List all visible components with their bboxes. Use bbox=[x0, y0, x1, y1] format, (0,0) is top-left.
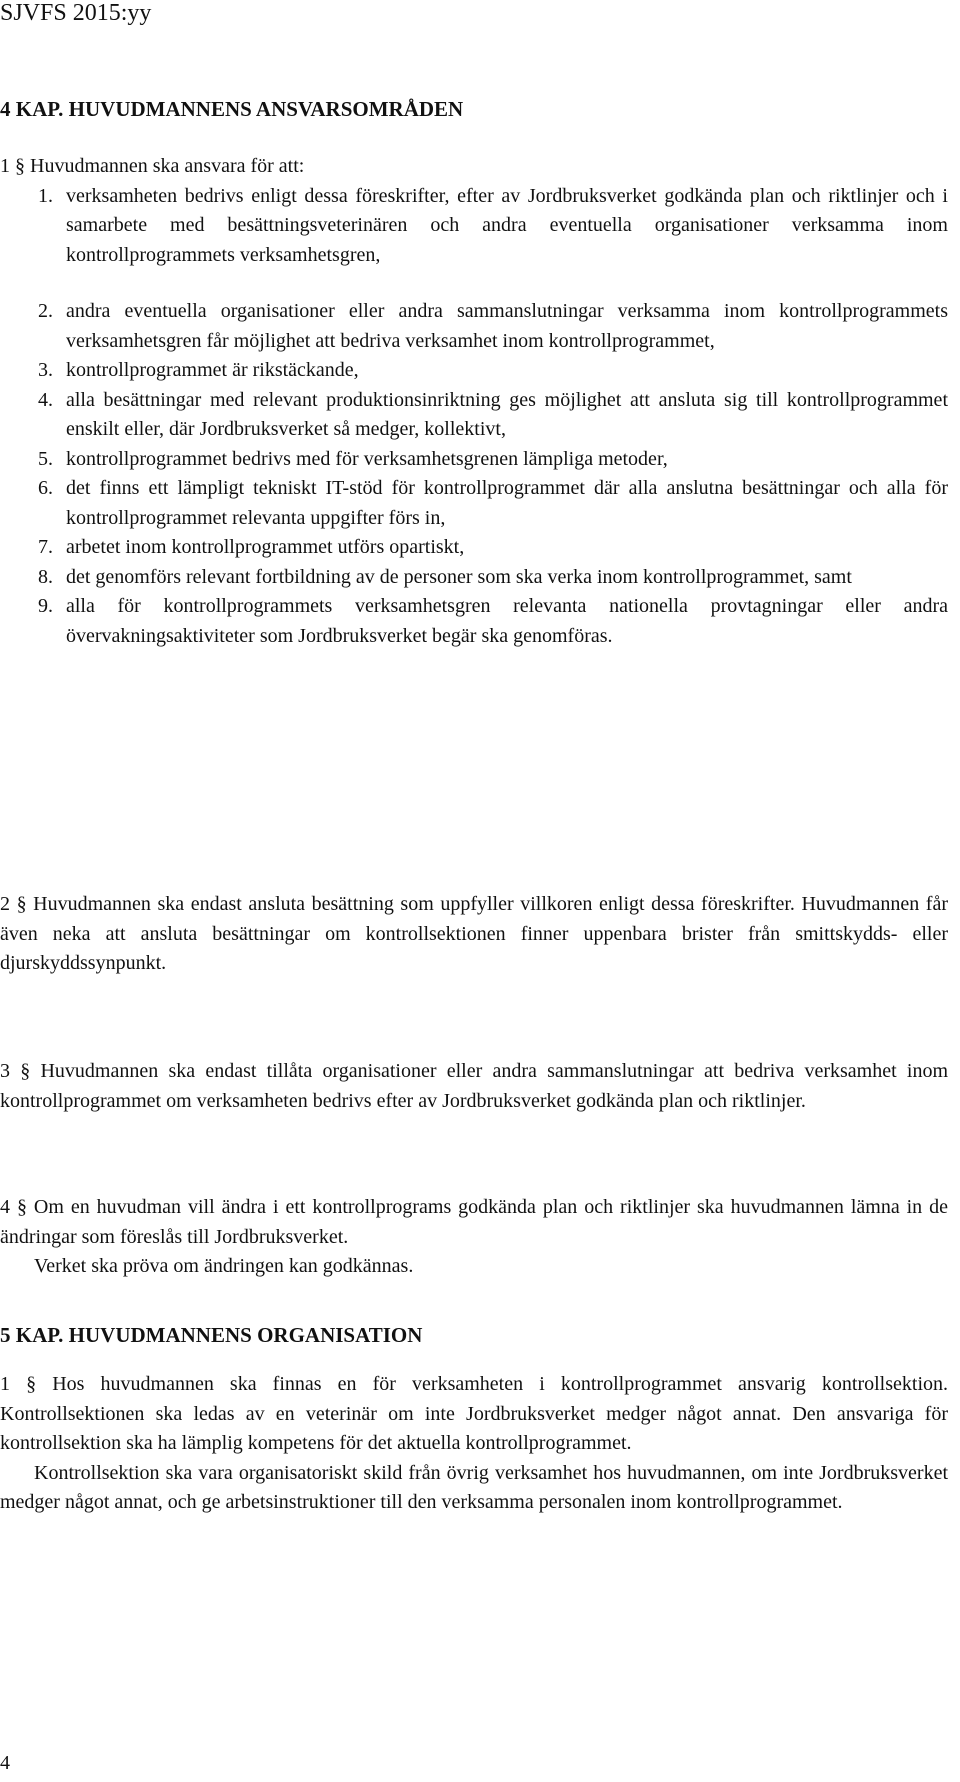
section-4-text: 4 § Om en huvudman vill ändra i ett kontrollprograms godkända plan och riktlinjer ska huvudmannen lämna in de ändringar som föreslås till Jordbruksverket. bbox=[0, 1196, 948, 1248]
list-item-text: verksamheten bedrivs enligt dessa föreskrifter, efter av Jordbruksverket godkända plan och riktlinjer och i samarbete med besättningsveterinären och andra eventuella organisationer verksamma inom kontrollprogrammets verksamhetsgren, bbox=[66, 184, 948, 266]
chapter-4-heading: 4 KAP. HUVUDMANNENS ANSVARSOMRÅDEN bbox=[0, 97, 464, 121]
chapter-5-section-1-text: 1 § Hos huvudmannen ska finnas en för verksamheten i kontrollprogrammet ansvarig kontrollsektion. Kontrollsektionen ska ledas av en veterinär om inte Jordbruksverket medger något annat. Den ansvariga för kontrollsektion ska ha lämplig kompetens för det aktuella kontrollprogrammet. bbox=[0, 1373, 948, 1454]
list-item-text: kontrollprogrammet är rikstäckande, bbox=[66, 359, 359, 381]
list-item bbox=[0, 386, 948, 445]
section-4-paragraph-2: Verket ska pröva om ändringen kan godkännas. bbox=[34, 1255, 414, 1277]
section-1-intro: 1 § Huvudmannen ska ansvara för att: bbox=[0, 155, 305, 177]
chapter-5-heading: 5 KAP. HUVUDMANNENS ORGANISATION bbox=[0, 1323, 423, 1347]
list-item-number: 1. bbox=[38, 184, 53, 207]
list-item-text: det finns ett lämpligt tekniskt IT-stöd för kontrollprogrammet där alla anslutna besättningar och alla för kontrollprogrammet relevanta uppgifter förs in, bbox=[66, 477, 948, 529]
chapter-4-section-1-list-cont bbox=[0, 297, 948, 651]
list-item-number: 3. bbox=[38, 359, 53, 381]
list-item-number: 6. bbox=[38, 477, 53, 499]
list-item bbox=[0, 445, 948, 475]
list-item-number: 4. bbox=[38, 388, 53, 411]
chapter-5-section-1-paragraph-2: Kontrollsektion ska vara organisatoriskt skild från övrig verksamhet hos huvudmannen, om inte Jordbruksverket medger något annat, och ge arbetsinstruktioner till den verksamma personalen inom kontrollprogrammet. bbox=[0, 1461, 948, 1513]
list-item bbox=[0, 563, 948, 593]
list-item-text: kontrollprogrammet bedrivs med för verksamhetsgrenen lämpliga metoder, bbox=[66, 447, 668, 470]
page-number: 4 bbox=[0, 1752, 10, 1774]
list-item-text: alla besättningar med relevant produktionsinriktning ges möjlighet att ansluta sig till kontrollprogrammet enskilt eller, där Jordbruksverket så medger, kollektivt, bbox=[66, 388, 948, 440]
chapter-4-section-4 bbox=[0, 1193, 948, 1282]
chapter-4-section-3 bbox=[0, 1057, 948, 1116]
section-3-text: 3 § Huvudmannen ska endast tillåta organisationer eller andra sammanslutningar att bedriva verksamhet inom kontrollprogrammet om verksamheten bedrivs efter av Jordbruksverket godkända plan och riktlinjer. bbox=[0, 1060, 948, 1112]
list-item-text: alla för kontrollprogrammets verksamhetsgren relevanta nationella provtagningar eller andra övervakningsaktiviteter som Jordbruksverket begär ska genomföras. bbox=[66, 595, 948, 647]
list-item-text: det genomförs relevant fortbildning av de personer som ska verka inom kontrollprogrammet, samt bbox=[66, 565, 852, 588]
list-item bbox=[0, 474, 948, 533]
list-item-number: 7. bbox=[38, 536, 53, 558]
chapter-5-section-1 bbox=[0, 1370, 948, 1518]
list-item-text: andra eventuella organisationer eller andra sammanslutningar verksamma inom kontrollprogrammets verksamhetsgren får möjlighet att bedriva verksamhet inom kontrollprogrammet, bbox=[66, 300, 948, 352]
section-2-text: 2 § Huvudmannen ska endast ansluta besättning som uppfyller villkoren enligt dessa föreskrifter. Huvudmannen får även neka att ansluta besättningar om kontrollsektionen finner uppenbara brister från smittskydds- eller djurskyddssynpunkt. bbox=[0, 893, 948, 974]
list-item-number: 8. bbox=[38, 565, 53, 588]
list-item-number: 5. bbox=[38, 447, 53, 470]
document-header: SJVFS 2015:yy bbox=[0, 0, 152, 26]
list-item-number: 2. bbox=[38, 300, 53, 322]
list-item bbox=[0, 356, 948, 386]
obligations-list bbox=[0, 182, 948, 271]
chapter-4-section-1 bbox=[0, 152, 948, 270]
list-item bbox=[0, 297, 948, 356]
list-item bbox=[0, 533, 948, 563]
chapter-4-section-2 bbox=[0, 890, 948, 979]
list-item bbox=[0, 182, 948, 271]
list-item-text: arbetet inom kontrollprogrammet utförs opartiskt, bbox=[66, 536, 465, 558]
list-item bbox=[0, 592, 948, 651]
list-item-number: 9. bbox=[38, 595, 53, 617]
